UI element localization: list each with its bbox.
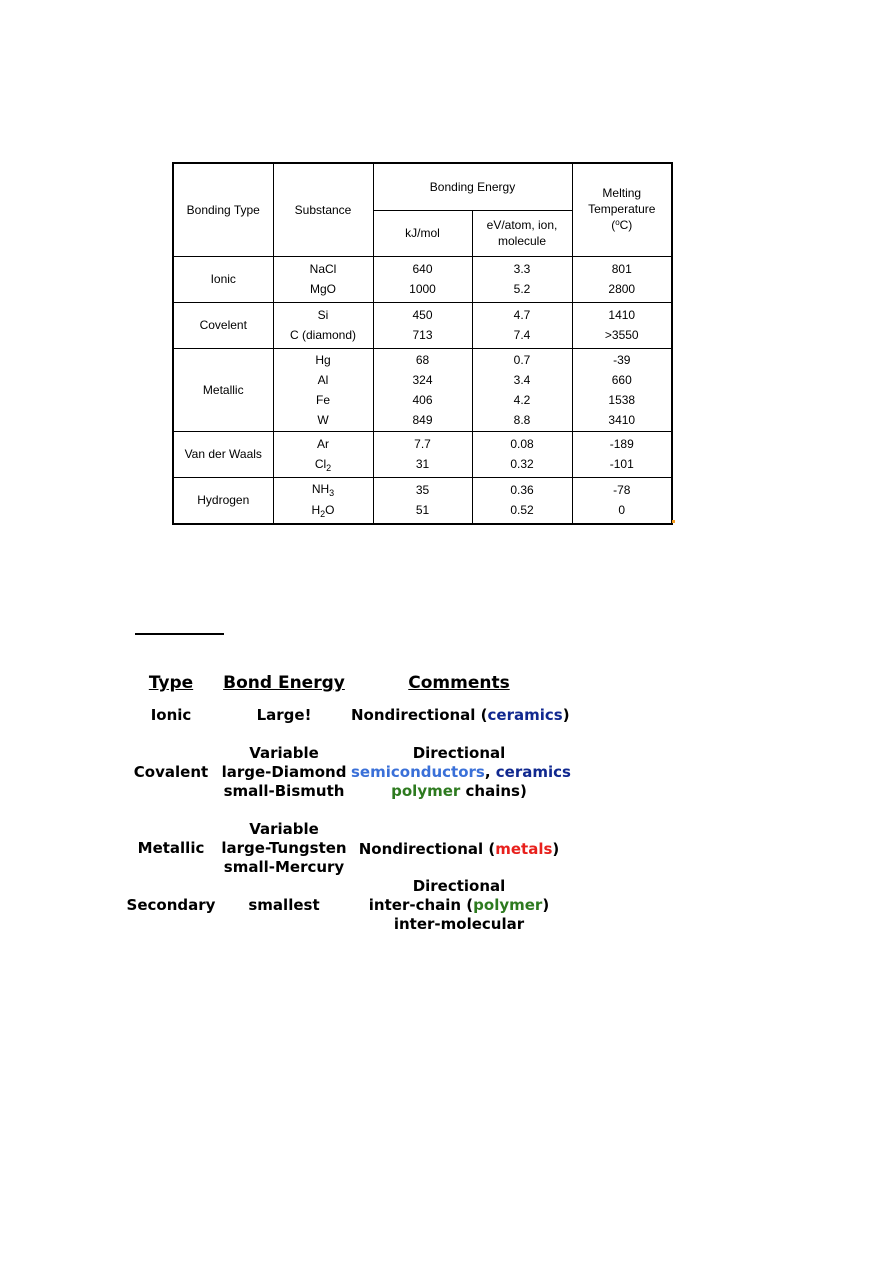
summary-header-energy: Bond Energy xyxy=(223,673,345,693)
substance-cell: $NH_3$ $H_2O$ xyxy=(273,477,373,524)
ev-cell: 3.3 5.2 xyxy=(472,256,572,302)
summary-comment-covalent: Directional semiconductors, ceramics polymer chains) xyxy=(351,744,571,800)
substance-cell: Hg Al Fe W xyxy=(273,348,373,431)
group-type: Ionic xyxy=(173,256,273,302)
header-ev-atom: eV/atom, ion, molecule xyxy=(472,210,572,256)
substance-cell: NaCl MgO xyxy=(273,256,373,302)
ev-cell: 0.08 0.32 xyxy=(472,431,572,477)
summary-header-comments: Comments xyxy=(408,673,510,693)
summary-energy-covalent: Variable large-Diamond small-Bismuth xyxy=(221,744,347,800)
table-row xyxy=(173,256,672,302)
header-bonding-energy: Bonding Energy xyxy=(373,163,572,210)
table-row xyxy=(173,431,672,477)
kj-cell: 35 51 xyxy=(373,477,472,524)
summary-energy-secondary: smallest xyxy=(248,896,320,914)
melt-label-line2: Temperature xyxy=(588,201,656,216)
summary-energy-ionic: Large! xyxy=(256,706,312,724)
kj-cell: 7.7 31 xyxy=(373,431,472,477)
melt-cell: -189 -101 xyxy=(572,431,672,477)
ev-cell: 4.7 7.4 xyxy=(472,302,572,348)
header-bonding-type: Bonding Type xyxy=(173,163,273,256)
header-substance: Substance xyxy=(273,163,373,256)
group-type: Covelent xyxy=(173,302,273,348)
kj-cell: 640 1000 xyxy=(373,256,472,302)
table-row xyxy=(173,302,672,348)
summary-header-type: Type xyxy=(148,673,194,693)
corner-mark xyxy=(672,520,675,523)
melt-cell: 1410 >3550 xyxy=(572,302,672,348)
group-type: Metallic xyxy=(173,348,273,431)
section-underline xyxy=(135,633,224,635)
summary-comment-metallic: Nondirectional (metals) xyxy=(358,840,560,858)
melt-label-line1: Melting xyxy=(602,185,642,200)
melt-unit: ($^o$C) xyxy=(611,217,633,232)
table-row xyxy=(173,477,672,524)
summary-type-secondary: Secondary xyxy=(126,896,216,914)
ev-cell: 0.36 0.52 xyxy=(472,477,572,524)
melt-cell: 801 2800 xyxy=(572,256,672,302)
summary-type-ionic: Ionic xyxy=(150,706,192,724)
ev-cell: 0.7 3.4 4.2 8.8 xyxy=(472,348,572,431)
summary-energy-metallic: Variable large-Tungsten small-Mercury xyxy=(221,820,347,876)
table-row xyxy=(173,348,672,431)
group-type: Hydrogen xyxy=(173,477,273,524)
kj-cell: 68 324 406 849 xyxy=(373,348,472,431)
summary-type-metallic: Metallic xyxy=(137,839,205,857)
kj-cell: 450 713 xyxy=(373,302,472,348)
summary-comment-ionic: Nondirectional (ceramics) xyxy=(351,706,570,724)
summary-type-covalent: Covalent xyxy=(133,763,209,781)
bonding-energy-table xyxy=(172,162,673,525)
melt-cell: -78 0 xyxy=(572,477,672,524)
substance-cell: Ar $Cl_2$ xyxy=(273,431,373,477)
header-kj-mol: kJ/mol xyxy=(373,210,472,256)
header-melting-temperature xyxy=(572,163,672,256)
summary-comment-secondary: Directional inter-chain (polymer) inter-molecular xyxy=(368,877,550,933)
melt-cell: -39 660 1538 3410 xyxy=(572,348,672,431)
substance-cell: Si C (diamond) xyxy=(273,302,373,348)
group-type: Van der Waals xyxy=(173,431,273,477)
